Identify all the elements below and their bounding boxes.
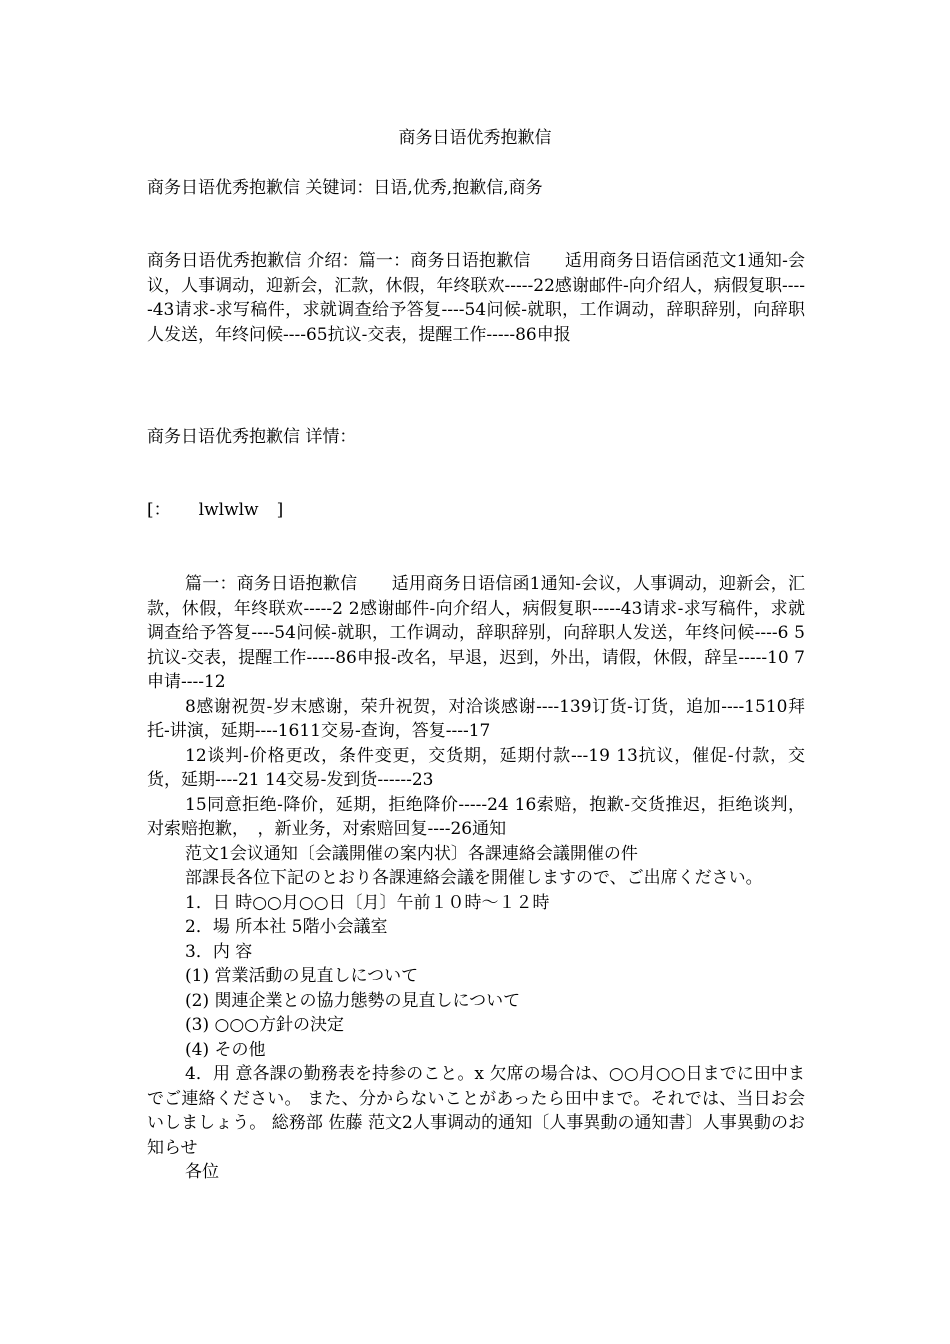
list-item: 2．場 所本社 5階小会議室 bbox=[185, 917, 388, 937]
body-paragraph: 4．用 意各課の勤務表を持参のこと。x 欠席の場合は、○○月○○日までに田中までご連絡ください。 また、分からないことがあったら田中まで。それでは、当日お会いしましょう。 総務部 佐藤 范文2人事调动的通知〔人事異動の通知書〕人事異動のお知らせ bbox=[147, 1064, 805, 1158]
body-paragraph: 12谈判-价格更改，条件变更，交货期，延期付款---19 13抗议，催促-付款，交货，延期----21 14交易-发到货------23 bbox=[147, 745, 805, 790]
list-item: 1．日 時○○月○○日〔月〕午前１０時～１２時 bbox=[185, 892, 550, 913]
document-body bbox=[147, 572, 805, 1185]
tag-code: lwlwlw bbox=[198, 500, 259, 520]
list-item: 3．内 容 bbox=[185, 941, 253, 962]
body-paragraph: 部課長各位下記のとおり各課連絡会議を開催しますので、ご出席ください。 bbox=[185, 868, 763, 888]
tag-close: ] bbox=[276, 500, 284, 520]
body-paragraph: 范文1会议通知〔会議開催の案内状〕各課連絡会議開催の件 bbox=[185, 843, 638, 864]
details-heading: 商务日语优秀抱歉信 详情： bbox=[147, 427, 357, 447]
list-item: (4) その他 bbox=[185, 1039, 266, 1060]
document-title: 商务日语优秀抱歉信 bbox=[398, 128, 552, 148]
keywords-line: 商务日语优秀抱歉信 关键词：日语,优秀,抱歉信,商务 bbox=[147, 178, 543, 198]
body-paragraph: 篇一：商务日语抱歉信 适用商务日语信函1通知-会议，人事调动，迎新会，汇款，休假，年终联欢-----2 2感谢邮件-向介绍人，病假复职-----43请求-求写稿件，求就调查给予答复----54问候-就职，工作调动，辞职辞别，向辞职人发送，年终问候----6 5抗议-交表，提醒工作-----86申报-改名，早退，迟到，外出，请假，休假，辞呈-----10 7申请----12 bbox=[147, 574, 805, 692]
list-item: (1) 営業活動の見直しについて bbox=[185, 966, 419, 986]
body-paragraph: 各位 bbox=[185, 1162, 219, 1182]
body-paragraph: 15同意拒绝-降价，延期，拒绝降价-----24 16索赔，抱歉-交货推迟，拒绝谈判，对索赔抱歉， ，新业务，对索赔回复----26通知 bbox=[147, 794, 805, 839]
body-paragraph: 8感谢祝贺-岁末感谢，荣升祝贺，对洽谈感谢----139订货-订货，追加----1510拜托-讲演，延期----1611交易-查询，答复----17 bbox=[147, 696, 805, 741]
tag-line bbox=[147, 498, 805, 523]
intro-paragraph: 商务日语优秀抱歉信 介绍：篇一：商务日语抱歉信 适用商务日语信函范文1通知-会议，人事调动，迎新会，汇款，休假，年终联欢-----22感谢邮件-向介绍人，病假复职-----43请求-求写稿件，求就调查给予答复----54问候-就职，工作调动，辞职辞别，向辞职人发送，年终问候----65抗议-交表，提醒工作-----86申报 bbox=[147, 251, 805, 345]
list-item: (3) ○○○方針の決定 bbox=[185, 1015, 344, 1035]
tag-open: [： bbox=[147, 500, 171, 520]
list-item: (2) 関連企業との協力態勢の見直しについて bbox=[185, 990, 521, 1011]
